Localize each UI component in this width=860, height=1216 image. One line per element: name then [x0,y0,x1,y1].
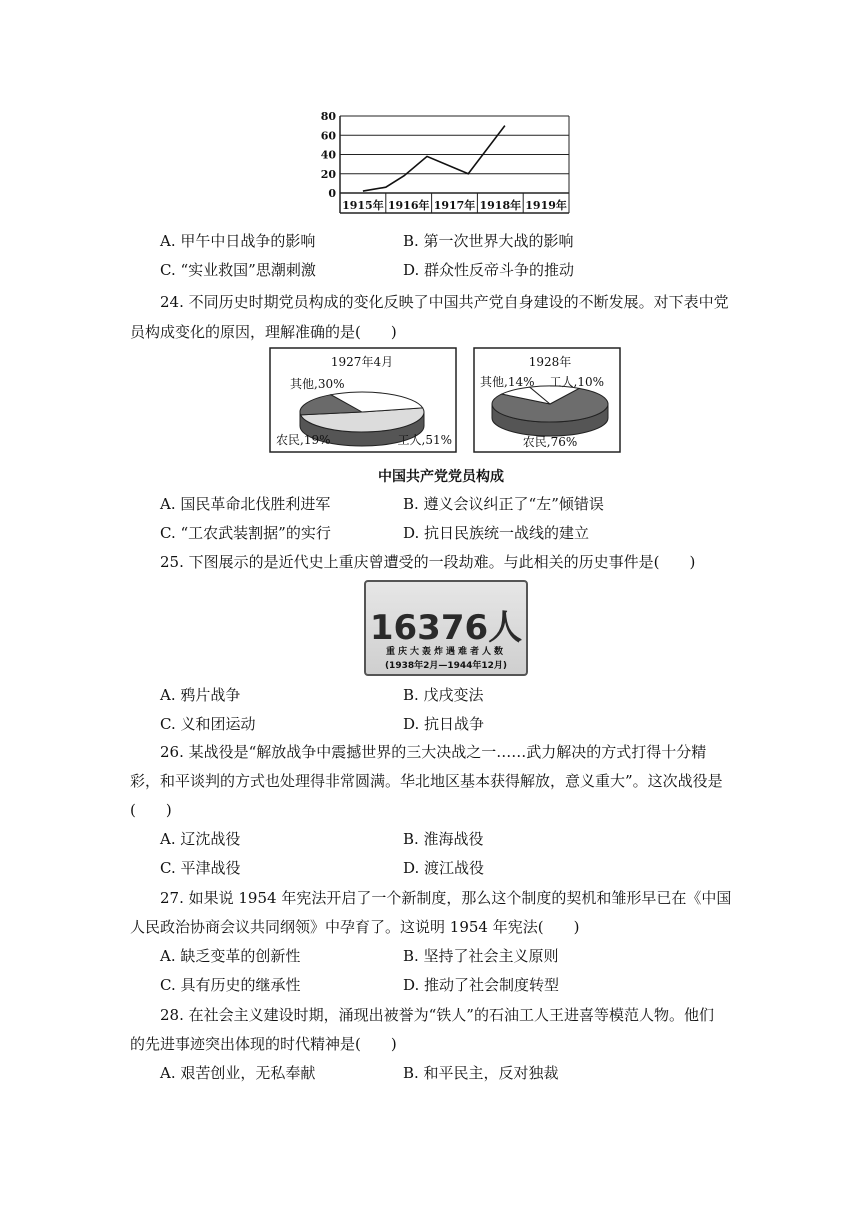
q26-stem-line2: 彩，和平谈判的方式也处理得非常圆满。华北地区基本获得解放，意义重大”。这次战役是 [130,772,723,790]
q27-option-b: B. 坚持了社会主义原则 [403,947,559,965]
q27-option-c: C. 具有历史的继承性 [160,976,301,994]
q25-option-b: B. 戊戌变法 [403,686,484,704]
q28-option-a: A. 艰苦创业，无私奉献 [160,1064,316,1082]
q27-option-a: A. 缺乏变革的创新性 [160,947,301,965]
y-tick-label: 80 [320,110,336,123]
pie-label: 工人,51% [397,433,452,447]
q25-stem: 25. 下图展示的是近代史上重庆曾遭受的一段劫难。与此相关的历史事件是( ) [160,553,696,571]
q23-option-b: B. 第一次世界大战的影响 [403,232,574,250]
q24-stem-line1: 24. 不同历史时期党员构成的变化反映了中国共产党自身建设的不断发展。对下表中党 [160,293,729,311]
q27-stem-line1: 27. 如果说 1954 年宪法开启了一个新制度，那么这个制度的契机和雏形早已在《中国 [160,889,732,907]
x-tick-label: 1919年 [525,199,567,212]
q23-option-d: D. 群众性反帝斗争的推动 [403,261,575,279]
q23-line-chart [300,100,580,220]
pie-label: 农民,76% [522,435,578,449]
pie-title: 1927年4月 [330,355,394,369]
pie-label: 其他,14% [480,375,535,389]
q26-option-a: A. 辽沈战役 [160,830,241,848]
pie-label: 农民,19% [276,433,331,447]
q27-stem-line2: 人民政治协商会议共同纲领》中孕育了。这说明 1954 年宪法( ) [130,918,580,936]
q26-stem-line3: ( ) [130,801,172,819]
q24-option-c: C. “工农武装割据”的实行 [160,524,331,542]
y-tick-label: 40 [320,148,336,162]
q28-option-b: B. 和平民主，反对独裁 [403,1064,559,1082]
q25-option-d: D. 抗日战争 [403,715,485,733]
banner-date-range: (1938年2月—1944年12月) [384,661,508,671]
q26-option-b: B. 淮海战役 [403,830,484,848]
q28-stem-line2: 的先进事迹突出体现的时代精神是( ) [130,1035,397,1053]
q25-option-a: A. 鸦片战争 [160,686,241,704]
y-tick-label: 60 [320,129,336,143]
q24-option-b: B. 遵义会议纠正了“左”倾错误 [403,495,604,513]
banner-subtitle: 重庆大轰炸遇难者人数 [385,647,506,657]
q24-caption: 中国共产党党员构成 [378,469,504,485]
pie-label: 其他,30% [290,377,345,391]
q25-option-c: C. 义和团运动 [160,715,256,733]
banner-victim-count: 16376人 [369,608,523,648]
q24-pie-charts [268,346,624,456]
q24-stem-line2: 员构成变化的原因，理解准确的是( ) [130,323,397,341]
q26-option-d: D. 渡江战役 [403,859,485,877]
pie-title: 1928年 [528,355,572,369]
y-tick-label: 0 [328,187,336,200]
q27-option-d: D. 推动了社会制度转型 [403,976,560,994]
q26-option-c: C. 平津战役 [160,859,241,877]
y-tick-label: 20 [320,167,336,181]
chongqing-bombing-banner [364,580,528,676]
q24-option-d: D. 抗日民族统一战线的建立 [403,524,590,542]
pie-label: 工人,10% [549,375,604,389]
x-tick-label: 1918年 [479,199,522,212]
x-tick-label: 1917年 [433,199,476,212]
q23-option-c: C. “实业救国”思潮刺激 [160,261,316,279]
q28-stem-line1: 28. 在社会主义建设时期，涌现出被誉为“铁人”的石油工人王进喜等模范人物。他们 [160,1006,714,1024]
x-tick-label: 1916年 [387,199,430,212]
q26-stem-line1: 26. 某战役是“解放战争中震撼世界的三大决战之一……武力解决的方式打得十分精 [160,743,707,761]
q24-option-a: A. 国民革命北伐胜利进军 [160,495,331,513]
q23-option-a: A. 甲午中日战争的影响 [160,232,316,250]
x-tick-label: 1915年 [342,199,384,212]
